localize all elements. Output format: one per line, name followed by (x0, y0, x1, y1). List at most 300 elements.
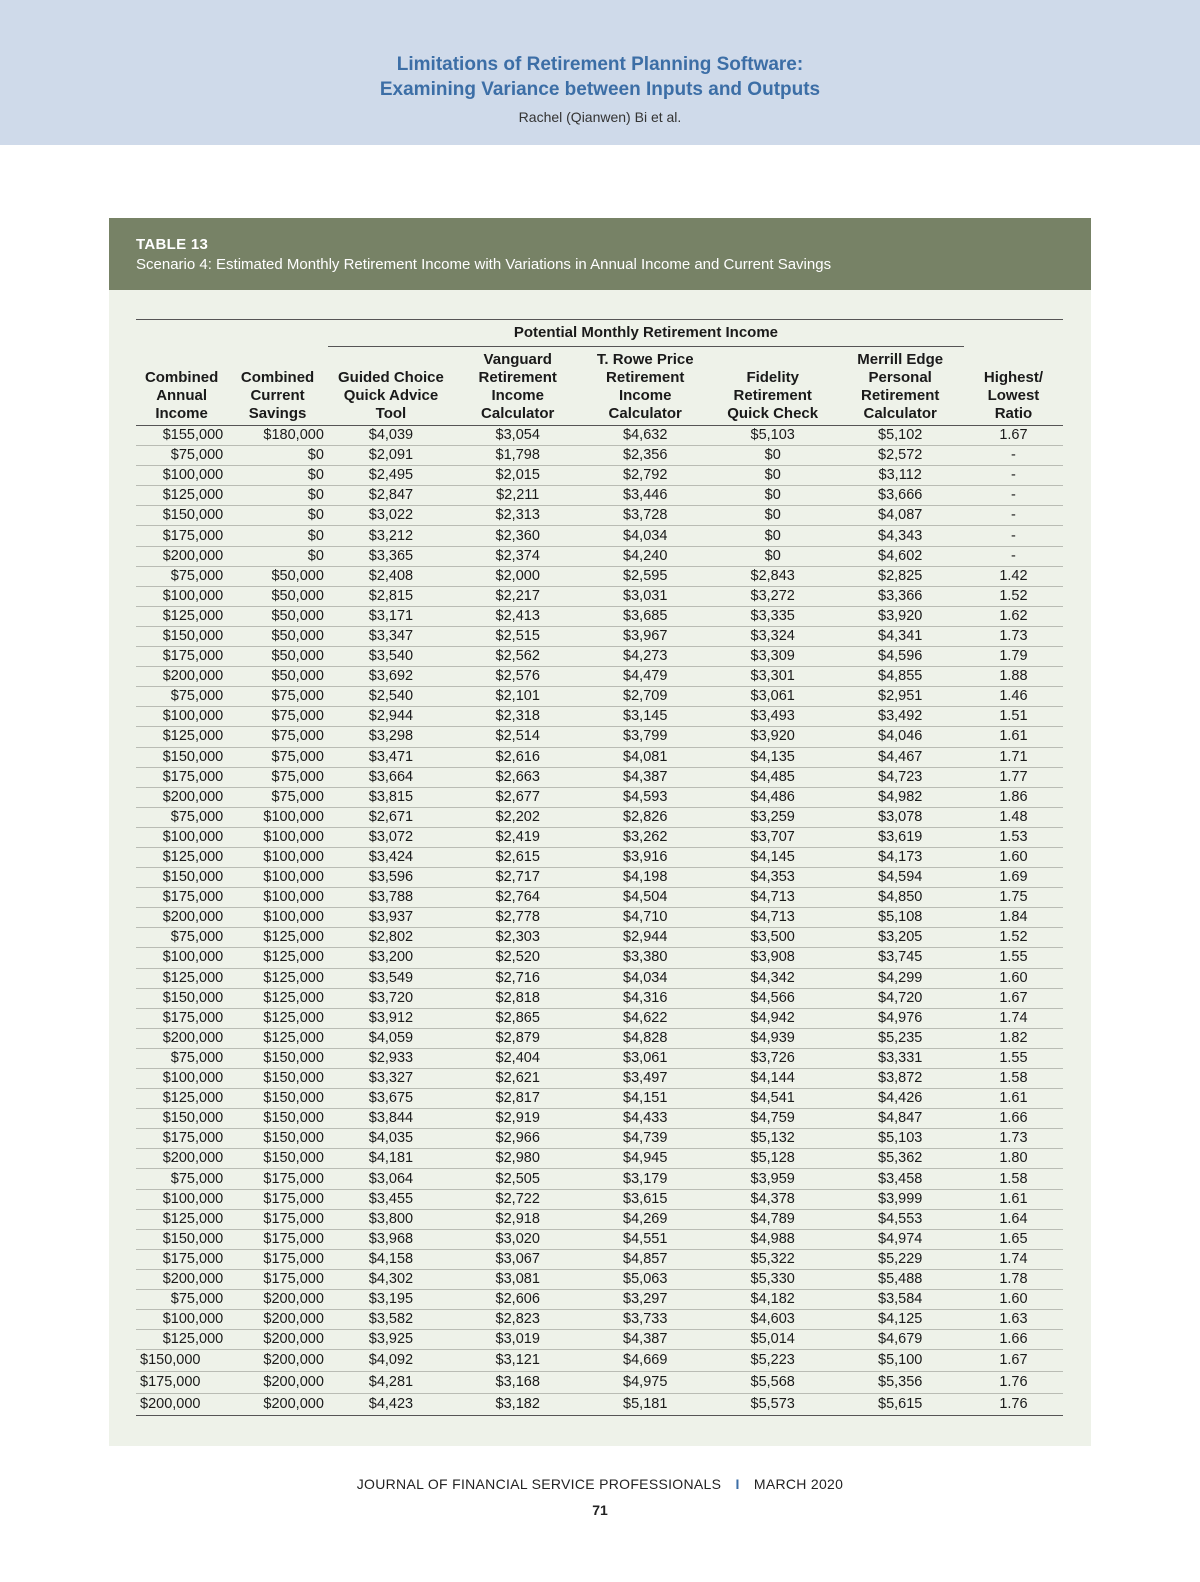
cell-income: $125,000 (136, 606, 227, 626)
cell-guided-choice: $3,912 (328, 1008, 454, 1028)
cell-vanguard: $2,313 (454, 506, 581, 526)
cell-vanguard: $2,918 (454, 1209, 581, 1229)
cell-vanguard: $2,615 (454, 847, 581, 867)
table-header-bar (109, 218, 1091, 290)
cell-ratio: 1.80 (964, 1149, 1063, 1169)
cell-savings: $125,000 (227, 968, 328, 988)
table-row (136, 707, 1063, 727)
cell-ratio: 1.78 (964, 1269, 1063, 1289)
cell-fidelity: $3,324 (709, 626, 836, 646)
cell-merrill-edge: $5,356 (836, 1372, 963, 1394)
cell-ratio: 1.67 (964, 426, 1063, 446)
table-row (136, 426, 1063, 446)
cell-merrill-edge: $5,108 (836, 908, 963, 928)
cell-vanguard: $2,663 (454, 767, 581, 787)
cell-ratio: 1.73 (964, 1129, 1063, 1149)
cell-guided-choice: $3,200 (328, 948, 454, 968)
table-row (136, 566, 1063, 586)
column-header-line: Income (491, 387, 544, 404)
cell-income: $100,000 (136, 707, 227, 727)
cell-savings: $175,000 (227, 1229, 328, 1249)
column-header-line: Quick Advice (343, 387, 439, 404)
cell-savings: $0 (227, 546, 328, 566)
cell-income: $175,000 (136, 1008, 227, 1028)
cell-t-rowe-price: $4,632 (581, 426, 708, 446)
cell-merrill-edge: $5,488 (836, 1269, 963, 1289)
cell-t-rowe-price: $5,181 (581, 1394, 708, 1416)
cell-guided-choice: $2,540 (328, 687, 454, 707)
cell-ratio: 1.60 (964, 1290, 1063, 1310)
cell-ratio: - (964, 446, 1063, 466)
cell-ratio: 1.60 (964, 847, 1063, 867)
table-row (136, 968, 1063, 988)
table-row (136, 868, 1063, 888)
cell-t-rowe-price: $3,728 (581, 506, 708, 526)
cell-t-rowe-price: $3,967 (581, 626, 708, 646)
cell-t-rowe-price: $4,857 (581, 1249, 708, 1269)
cell-merrill-edge: $4,596 (836, 647, 963, 667)
group-spacer (136, 320, 227, 347)
cell-ratio: 1.76 (964, 1394, 1063, 1416)
cell-fidelity: $5,128 (709, 1149, 836, 1169)
cell-merrill-edge: $4,173 (836, 847, 963, 867)
table-row (136, 687, 1063, 707)
cell-guided-choice: $4,039 (328, 426, 454, 446)
cell-ratio: - (964, 546, 1063, 566)
cell-ratio: 1.60 (964, 968, 1063, 988)
cell-savings: $50,000 (227, 647, 328, 667)
cell-fidelity: $0 (709, 526, 836, 546)
cell-guided-choice: $3,664 (328, 767, 454, 787)
cell-fidelity: $3,500 (709, 928, 836, 948)
cell-savings: $75,000 (227, 707, 328, 727)
cell-merrill-edge: $5,103 (836, 1129, 963, 1149)
cell-ratio: 1.42 (964, 566, 1063, 586)
cell-ratio: 1.69 (964, 868, 1063, 888)
cell-income: $150,000 (136, 868, 227, 888)
article-title (0, 52, 1200, 102)
table-row (136, 888, 1063, 908)
cell-guided-choice: $4,092 (328, 1350, 454, 1372)
cell-guided-choice: $4,035 (328, 1129, 454, 1149)
cell-guided-choice: $3,582 (328, 1310, 454, 1330)
cell-ratio: 1.64 (964, 1209, 1063, 1229)
cell-income: $125,000 (136, 486, 227, 506)
cell-t-rowe-price: $4,504 (581, 888, 708, 908)
cell-fidelity: $4,485 (709, 767, 836, 787)
column-header-line: Income (618, 387, 672, 404)
cell-fidelity: $3,061 (709, 687, 836, 707)
cell-guided-choice: $3,471 (328, 747, 454, 767)
cell-guided-choice: $2,847 (328, 486, 454, 506)
cell-fidelity: $4,939 (709, 1028, 836, 1048)
cell-ratio: 1.52 (964, 928, 1063, 948)
cell-guided-choice: $2,408 (328, 566, 454, 586)
cell-savings: $200,000 (227, 1330, 328, 1350)
cell-vanguard: $2,000 (454, 566, 581, 586)
cell-t-rowe-price: $3,615 (581, 1189, 708, 1209)
column-header-line: T. Rowe Price (596, 351, 694, 368)
cell-fidelity: $3,908 (709, 948, 836, 968)
cell-guided-choice: $4,059 (328, 1028, 454, 1048)
cell-ratio: 1.58 (964, 1069, 1063, 1089)
table-label: TABLE 13 (136, 236, 209, 253)
table-row (136, 1330, 1063, 1350)
column-header-line: Lowest (987, 387, 1040, 404)
cell-guided-choice: $4,281 (328, 1372, 454, 1394)
cell-savings: $75,000 (227, 787, 328, 807)
column-header-line: Retirement (861, 387, 940, 404)
cell-ratio: 1.73 (964, 626, 1063, 646)
column-header-row (136, 347, 1063, 426)
cell-savings: $50,000 (227, 667, 328, 687)
cell-savings: $100,000 (227, 847, 328, 867)
table-row (136, 667, 1063, 687)
cell-vanguard: $2,817 (454, 1089, 581, 1109)
table-row (136, 1089, 1063, 1109)
cell-guided-choice: $2,815 (328, 586, 454, 606)
table-row (136, 1048, 1063, 1068)
cell-t-rowe-price: $4,198 (581, 868, 708, 888)
cell-fidelity: $3,272 (709, 586, 836, 606)
cell-income: $200,000 (136, 667, 227, 687)
cell-fidelity: $4,486 (709, 787, 836, 807)
cell-vanguard: $2,778 (454, 908, 581, 928)
cell-guided-choice: $3,171 (328, 606, 454, 626)
table-row (136, 767, 1063, 787)
cell-savings: $200,000 (227, 1290, 328, 1310)
cell-t-rowe-price: $4,739 (581, 1129, 708, 1149)
cell-guided-choice: $3,720 (328, 988, 454, 1008)
table-row (136, 446, 1063, 466)
table-row (136, 466, 1063, 486)
cell-income: $175,000 (136, 767, 227, 787)
cell-merrill-edge: $3,205 (836, 928, 963, 948)
cell-income: $100,000 (136, 827, 227, 847)
group-header-row (136, 320, 1063, 347)
cell-savings: $0 (227, 526, 328, 546)
cell-merrill-edge: $4,850 (836, 888, 963, 908)
cell-merrill-edge: $4,720 (836, 988, 963, 1008)
table-row (136, 1290, 1063, 1310)
cell-fidelity: $3,335 (709, 606, 836, 626)
table-row (136, 1189, 1063, 1209)
cell-savings: $50,000 (227, 626, 328, 646)
cell-fidelity: $4,342 (709, 968, 836, 988)
cell-ratio: 1.76 (964, 1372, 1063, 1394)
column-header-guided-choice (328, 347, 454, 426)
column-header-t-rowe-price (581, 347, 708, 426)
cell-vanguard: $3,054 (454, 426, 581, 446)
cell-savings: $150,000 (227, 1089, 328, 1109)
cell-t-rowe-price: $4,034 (581, 968, 708, 988)
cell-income: $175,000 (136, 647, 227, 667)
cell-ratio: 1.77 (964, 767, 1063, 787)
cell-income: $150,000 (136, 1229, 227, 1249)
cell-merrill-edge: $4,594 (836, 868, 963, 888)
cell-t-rowe-price: $4,551 (581, 1229, 708, 1249)
table-row (136, 1109, 1063, 1129)
cell-ratio: 1.79 (964, 647, 1063, 667)
cell-income: $125,000 (136, 727, 227, 747)
cell-vanguard: $2,515 (454, 626, 581, 646)
cell-merrill-edge: $3,492 (836, 707, 963, 727)
column-header-fidelity (709, 347, 836, 426)
cell-vanguard: $2,374 (454, 546, 581, 566)
cell-guided-choice: $3,327 (328, 1069, 454, 1089)
cell-fidelity: $0 (709, 446, 836, 466)
cell-merrill-edge: $4,974 (836, 1229, 963, 1249)
cell-vanguard: $2,621 (454, 1069, 581, 1089)
cell-merrill-edge: $5,100 (836, 1350, 963, 1372)
cell-vanguard: $2,764 (454, 888, 581, 908)
column-header-line: Calculator (608, 405, 682, 422)
cell-vanguard: $2,217 (454, 586, 581, 606)
table-row (136, 1169, 1063, 1189)
cell-merrill-edge: $3,078 (836, 807, 963, 827)
cell-ratio: - (964, 506, 1063, 526)
cell-guided-choice: $3,455 (328, 1189, 454, 1209)
column-header-line: Retirement (606, 369, 685, 386)
cell-t-rowe-price: $4,269 (581, 1209, 708, 1229)
cell-guided-choice: $3,800 (328, 1209, 454, 1229)
column-header-savings (227, 347, 328, 426)
cell-merrill-edge: $3,619 (836, 827, 963, 847)
table-row (136, 747, 1063, 767)
cell-fidelity: $4,789 (709, 1209, 836, 1229)
cell-t-rowe-price: $3,733 (581, 1310, 708, 1330)
cell-savings: $50,000 (227, 566, 328, 586)
cell-income: $100,000 (136, 1310, 227, 1330)
table-row (136, 928, 1063, 948)
cell-fidelity: $0 (709, 506, 836, 526)
table-panel (109, 218, 1091, 1446)
cell-fidelity: $5,103 (709, 426, 836, 446)
cell-savings: $125,000 (227, 948, 328, 968)
cell-income: $175,000 (136, 526, 227, 546)
cell-vanguard: $2,966 (454, 1129, 581, 1149)
cell-savings: $125,000 (227, 928, 328, 948)
cell-income: $125,000 (136, 968, 227, 988)
cell-ratio: 1.82 (964, 1028, 1063, 1048)
cell-income: $100,000 (136, 1069, 227, 1089)
cell-guided-choice: $3,788 (328, 888, 454, 908)
cell-income: $100,000 (136, 466, 227, 486)
cell-t-rowe-price: $4,034 (581, 526, 708, 546)
cell-t-rowe-price: $3,799 (581, 727, 708, 747)
table-row (136, 1372, 1063, 1394)
cell-vanguard: $3,081 (454, 1269, 581, 1289)
cell-ratio: 1.55 (964, 948, 1063, 968)
cell-t-rowe-price: $3,179 (581, 1169, 708, 1189)
cell-t-rowe-price: $4,316 (581, 988, 708, 1008)
cell-merrill-edge: $3,366 (836, 586, 963, 606)
cell-merrill-edge: $4,299 (836, 968, 963, 988)
cell-fidelity: $4,144 (709, 1069, 836, 1089)
cell-fidelity: $4,541 (709, 1089, 836, 1109)
cell-savings: $100,000 (227, 908, 328, 928)
cell-fidelity: $0 (709, 486, 836, 506)
cell-ratio: 1.61 (964, 727, 1063, 747)
cell-guided-choice: $3,549 (328, 968, 454, 988)
table-row (136, 586, 1063, 606)
cell-savings: $75,000 (227, 747, 328, 767)
table-row (136, 787, 1063, 807)
cell-fidelity: $5,132 (709, 1129, 836, 1149)
cell-vanguard: $2,722 (454, 1189, 581, 1209)
cell-vanguard: $2,606 (454, 1290, 581, 1310)
cell-ratio: 1.62 (964, 606, 1063, 626)
cell-merrill-edge: $4,976 (836, 1008, 963, 1028)
cell-ratio: 1.74 (964, 1249, 1063, 1269)
cell-income: $200,000 (136, 908, 227, 928)
cell-merrill-edge: $4,553 (836, 1209, 963, 1229)
cell-vanguard: $2,879 (454, 1028, 581, 1048)
table-row (136, 727, 1063, 747)
issue-date: MARCH 2020 (753, 1476, 844, 1492)
cell-ratio: 1.55 (964, 1048, 1063, 1068)
cell-fidelity: $3,309 (709, 647, 836, 667)
cell-merrill-edge: $4,341 (836, 626, 963, 646)
cell-guided-choice: $2,944 (328, 707, 454, 727)
cell-income: $200,000 (136, 787, 227, 807)
cell-vanguard: $2,616 (454, 747, 581, 767)
cell-guided-choice: $3,212 (328, 526, 454, 546)
column-header-line: Fidelity (746, 369, 799, 386)
cell-merrill-edge: $3,872 (836, 1069, 963, 1089)
cell-merrill-edge: $3,745 (836, 948, 963, 968)
group-spacer (227, 320, 328, 347)
table-row (136, 1269, 1063, 1289)
cell-income: $75,000 (136, 566, 227, 586)
cell-t-rowe-price: $4,081 (581, 747, 708, 767)
cell-merrill-edge: $3,112 (836, 466, 963, 486)
table-row (136, 1008, 1063, 1028)
cell-income: $175,000 (136, 888, 227, 908)
cell-fidelity: $4,713 (709, 908, 836, 928)
cell-t-rowe-price: $2,595 (581, 566, 708, 586)
table-row (136, 847, 1063, 867)
cell-guided-choice: $3,064 (328, 1169, 454, 1189)
cell-fidelity: $0 (709, 546, 836, 566)
column-header-income (136, 347, 227, 426)
cell-savings: $100,000 (227, 807, 328, 827)
cell-t-rowe-price: $4,669 (581, 1350, 708, 1372)
column-header-line: Guided Choice (338, 369, 444, 386)
cell-merrill-edge: $3,331 (836, 1048, 963, 1068)
cell-income: $75,000 (136, 446, 227, 466)
cell-income: $200,000 (136, 1028, 227, 1048)
cell-savings: $150,000 (227, 1069, 328, 1089)
cell-savings: $200,000 (227, 1372, 328, 1394)
cell-fidelity: $5,223 (709, 1350, 836, 1372)
cell-income: $100,000 (136, 1189, 227, 1209)
cell-t-rowe-price: $3,497 (581, 1069, 708, 1089)
article-title-line2: Examining Variance between Inputs and Outputs (379, 79, 821, 100)
cell-vanguard: $2,865 (454, 1008, 581, 1028)
cell-savings: $50,000 (227, 606, 328, 626)
cell-ratio: 1.66 (964, 1330, 1063, 1350)
cell-vanguard: $2,360 (454, 526, 581, 546)
cell-vanguard: $2,404 (454, 1048, 581, 1068)
cell-income: $125,000 (136, 1089, 227, 1109)
cell-savings: $75,000 (227, 767, 328, 787)
cell-merrill-edge: $4,855 (836, 667, 963, 687)
cell-guided-choice: $3,298 (328, 727, 454, 747)
cell-guided-choice: $3,424 (328, 847, 454, 867)
column-header-line: Income (155, 405, 208, 422)
cell-savings: $150,000 (227, 1149, 328, 1169)
cell-t-rowe-price: $3,685 (581, 606, 708, 626)
cell-savings: $0 (227, 506, 328, 526)
cell-savings: $180,000 (227, 426, 328, 446)
cell-fidelity: $5,573 (709, 1394, 836, 1416)
journal-name: JOURNAL OF FINANCIAL SERVICE PROFESSIONALS (356, 1476, 722, 1492)
cell-t-rowe-price: $4,945 (581, 1149, 708, 1169)
table-row (136, 1129, 1063, 1149)
cell-income: $75,000 (136, 928, 227, 948)
cell-ratio: 1.74 (964, 1008, 1063, 1028)
cell-savings: $200,000 (227, 1350, 328, 1372)
cell-income: $100,000 (136, 586, 227, 606)
cell-fidelity: $4,145 (709, 847, 836, 867)
cell-income: $150,000 (136, 988, 227, 1008)
cell-guided-choice: $4,181 (328, 1149, 454, 1169)
cell-t-rowe-price: $2,709 (581, 687, 708, 707)
cell-t-rowe-price: $3,262 (581, 827, 708, 847)
cell-savings: $200,000 (227, 1394, 328, 1416)
column-header-ratio (964, 347, 1063, 426)
cell-fidelity: $4,759 (709, 1109, 836, 1129)
table-row (136, 948, 1063, 968)
cell-merrill-edge: $3,458 (836, 1169, 963, 1189)
cell-merrill-edge: $4,982 (836, 787, 963, 807)
cell-guided-choice: $2,495 (328, 466, 454, 486)
column-header-line: Personal (868, 369, 932, 386)
footer-journal-line (0, 1476, 1200, 1492)
cell-fidelity: $4,353 (709, 868, 836, 888)
cell-t-rowe-price: $4,151 (581, 1089, 708, 1109)
cell-vanguard: $2,562 (454, 647, 581, 667)
cell-merrill-edge: $4,723 (836, 767, 963, 787)
cell-t-rowe-price: $2,792 (581, 466, 708, 486)
cell-t-rowe-price: $5,063 (581, 1269, 708, 1289)
page-number: 71 (592, 1502, 608, 1518)
cell-vanguard: $2,677 (454, 787, 581, 807)
column-header-merrill-edge (836, 347, 963, 426)
cell-ratio: 1.67 (964, 1350, 1063, 1372)
cell-guided-choice: $2,933 (328, 1048, 454, 1068)
cell-savings: $200,000 (227, 1310, 328, 1330)
cell-t-rowe-price: $3,031 (581, 586, 708, 606)
cell-merrill-edge: $2,951 (836, 687, 963, 707)
cell-ratio: 1.86 (964, 787, 1063, 807)
cell-vanguard: $3,067 (454, 1249, 581, 1269)
table-row (136, 647, 1063, 667)
cell-fidelity: $4,603 (709, 1310, 836, 1330)
cell-fidelity: $4,988 (709, 1229, 836, 1249)
cell-income: $75,000 (136, 807, 227, 827)
cell-income: $150,000 (136, 747, 227, 767)
cell-income: $175,000 (136, 1129, 227, 1149)
cell-fidelity: $5,014 (709, 1330, 836, 1350)
cell-t-rowe-price: $4,387 (581, 1330, 708, 1350)
cell-fidelity: $5,322 (709, 1249, 836, 1269)
table-row (136, 1149, 1063, 1169)
column-header-line: Merrill Edge (857, 351, 944, 368)
cell-vanguard: $2,505 (454, 1169, 581, 1189)
cell-savings: $150,000 (227, 1129, 328, 1149)
